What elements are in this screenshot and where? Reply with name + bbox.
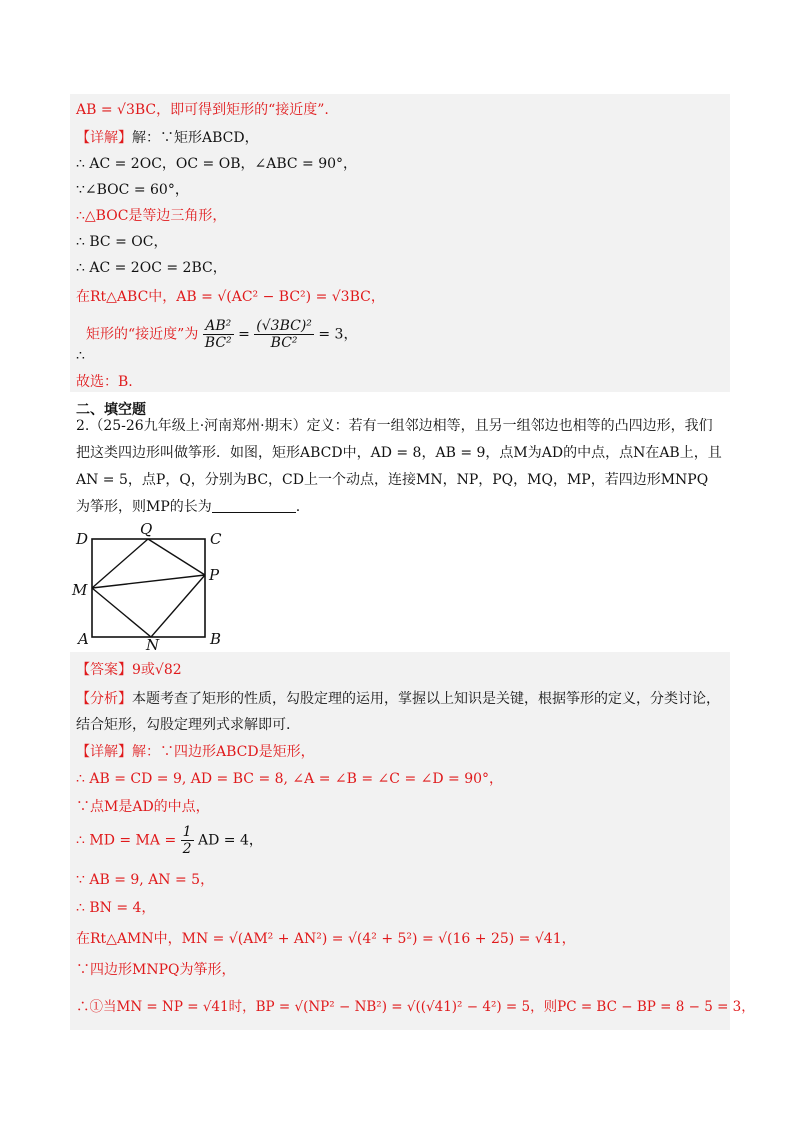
text-span: ∴△BOC是等边三角形， (76, 208, 227, 224)
text-span: AD = 4， (198, 832, 263, 849)
fraction-numerator: 1 (182, 824, 192, 840)
detail-line (76, 742, 315, 762)
detail-line (76, 870, 214, 890)
text-line (76, 128, 259, 148)
segment-qp (148, 539, 205, 575)
answer-tag: 【答案】 (76, 662, 132, 678)
detail-tag: 【详解】 (76, 130, 132, 146)
text-span: ∴ AC = 2OC，OC = OB，∠ABC = 90°， (76, 156, 358, 172)
question-line: 把这类四边形叫做筝形．如图，矩形ABCD中，AD = 8，AB = 9，点M为AD的中点，点N在AB上，且 (76, 445, 722, 461)
segment-mn (92, 588, 151, 637)
answer-line (76, 660, 182, 680)
text-line (76, 232, 167, 252)
fraction (181, 824, 194, 857)
analysis-line (76, 689, 720, 709)
fraction-numerator: AB² (203, 318, 234, 335)
label-n: N (146, 636, 160, 650)
rectangle-abcd (92, 539, 205, 637)
detail-line (76, 997, 755, 1017)
fraction-denominator: BC² (204, 335, 232, 351)
text-line (76, 287, 385, 307)
section-title: 二、填空题 (76, 402, 146, 418)
answer-blank (212, 498, 296, 513)
segment-mq (92, 539, 148, 588)
text-span: 结合矩形，勾股定理列式求解即可. (76, 717, 291, 733)
text-span: 矩形的“接近度”为 (86, 326, 199, 343)
text-span: ∵∠BOC = 60°， (76, 182, 189, 198)
analysis-line (76, 715, 290, 735)
label-m: M (72, 581, 88, 599)
answer-text: 9或√82 (132, 662, 182, 678)
text-span: AB = √3BC，即可得到矩形的“接近度”. (76, 102, 329, 118)
fraction (254, 318, 314, 351)
rectangle-figure (70, 520, 230, 650)
fraction-denominator: BC² (270, 335, 298, 351)
text-span: ∴ MD = MA = (76, 832, 177, 849)
text-span: 在Rt△ABC中，AB = √(AC² − BC²) = √3BC， (76, 289, 385, 305)
text-line (76, 154, 357, 174)
text-span: = 3， (318, 326, 358, 343)
detail-line (76, 960, 235, 980)
text-span: ∴ BN = 4， (76, 900, 156, 916)
analysis-tag: 【分析】 (76, 691, 132, 707)
detail-line (76, 898, 155, 918)
label-p: P (209, 566, 220, 584)
text-span: . (295, 499, 301, 515)
label-b: B (210, 630, 222, 648)
equals-sign: = (238, 326, 250, 343)
text-span: ∵四边形MNPQ为筝形， (76, 962, 236, 978)
question-line: AN = 5，点P，Q，分别为BC，CD上一个动点，连接MN，NP，PQ，MQ，MP，若四边形MNPQ (76, 472, 709, 488)
segment-mp (92, 575, 205, 588)
text-line (76, 372, 133, 392)
text-line (76, 206, 226, 226)
detail-line (76, 769, 503, 789)
fraction (203, 318, 234, 351)
text-span: ∴①当MN = NP = √41时，BP = √(NP² − NB²) = √((√41)² − 4²) = 5，则PC = BC − BP = 8 − 5 = 3， (76, 999, 755, 1015)
detail-line (76, 929, 576, 949)
label-q: Q (140, 520, 153, 538)
text-span: ∴ BC = OC， (76, 234, 168, 250)
text-span: ∴ AB = CD = 9, AD = BC = 8, ∠A = ∠B = ∠C = ∠D = 90°， (76, 771, 504, 787)
text-span: ∴ (76, 348, 85, 364)
text-span: 解：∵四边形ABCD是矩形， (132, 744, 315, 760)
text-span: ∵ AB = 9, AN = 5， (76, 872, 215, 888)
label-a: A (78, 630, 89, 648)
text-span: ∵点M是AD的中点， (76, 799, 210, 815)
text-line (76, 100, 329, 120)
fraction-line (76, 824, 263, 857)
question-line: 2.（25-26九年级上·河南郑州·期末）定义：若有一组邻边相等，且另一组邻边也相等的凸四边形，我们 (76, 418, 713, 434)
text-span: 本题考查了矩形的性质，勾股定理的运用，掌握以上知识是关键，根据筝形的定义，分类讨论， (132, 691, 720, 707)
fraction-denominator: 2 (182, 841, 192, 857)
text-span: 故选：B. (76, 374, 133, 390)
label-c: C (210, 530, 222, 548)
fraction-line (86, 318, 357, 351)
text-line (76, 258, 227, 278)
text-line (76, 180, 189, 200)
segment-np (151, 575, 205, 637)
therefore-symbol (76, 346, 85, 366)
text-span: 为筝形，则MP的长为 (76, 499, 212, 515)
question-line (76, 494, 736, 521)
detail-tag: 【详解】 (76, 744, 132, 760)
text-span: 解：∵矩形ABCD， (132, 130, 259, 146)
text-span: 在Rt△AMN中，MN = √(AM² + AN²) = √(4² + 5²) = √(16 + 25) = √41， (76, 931, 576, 947)
fraction-numerator: (√3BC)² (256, 318, 312, 334)
text-span: ∴ AC = 2OC = 2BC， (76, 260, 227, 276)
label-d: D (76, 530, 89, 548)
detail-line (76, 797, 210, 817)
